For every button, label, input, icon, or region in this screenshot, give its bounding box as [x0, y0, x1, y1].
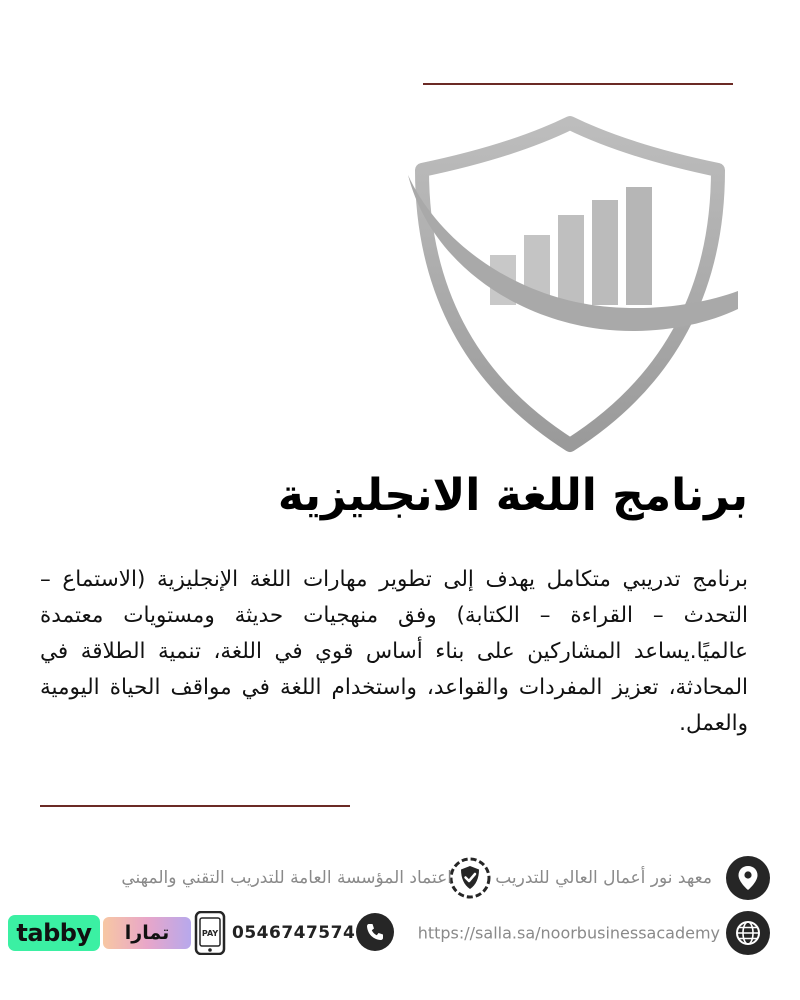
program-description: برنامج تدريبي متكامل يهدف إلى تطوير مهارات اللغة الإنجليزية (الاستماع – التحدث – القراءة – الكتابة) وفق منهجيات حديثة ومستويات معتمدة عالميًا.يساعد المشاركين على بناء أساس قوي في اللغة، تنمية الطلاقة في المحادثة، تعزيز المفردات والقواعد، واستخدام اللغة في مواقف الحياة اليومية والعمل.	[40, 567, 748, 736]
shield-chart-icon	[400, 115, 740, 455]
pay-label: PAY	[201, 929, 219, 938]
footer-row-info	[0, 856, 800, 900]
institute-name: معهد نور أعمال العالي للتدريب	[495, 868, 712, 888]
globe-icon	[726, 911, 770, 955]
page-title: برنامج اللغة الانجليزية	[277, 470, 748, 521]
bottom-divider	[40, 805, 350, 807]
accreditation-text: اعتماد المؤسسة العامة للتدريب التقني والمهني	[121, 868, 452, 888]
footer-row-contact	[0, 911, 800, 955]
location-pin-icon	[726, 856, 770, 900]
website-link[interactable]: https://salla.sa/noorbusinessacademy	[417, 923, 720, 943]
mobile-pay-icon	[194, 911, 226, 955]
verified-badge-icon	[448, 856, 492, 900]
top-divider	[423, 83, 733, 85]
phone-number[interactable]: 0546747574	[232, 923, 356, 943]
tabby-badge: tabby	[8, 915, 100, 951]
phone-icon	[356, 913, 394, 951]
tamara-badge: تمارا	[103, 917, 191, 949]
